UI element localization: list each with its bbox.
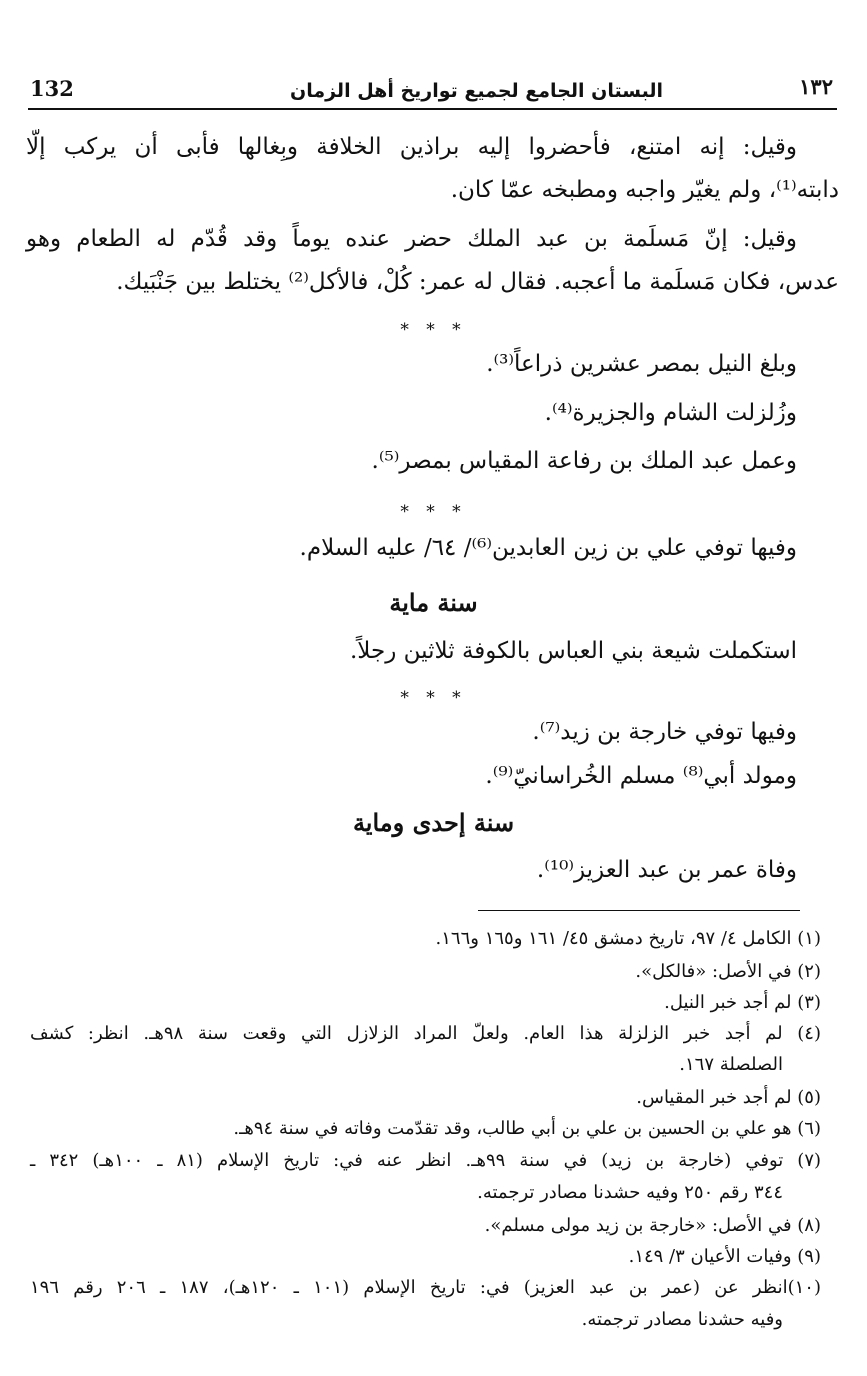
nilometer-line: وعمل عبد الملك بن رفاعة المقياس بمصر⁽⁵⁾. (371, 448, 797, 474)
year-100-heading: سنة ماية (389, 588, 478, 617)
paragraph-1-line-2: دابته⁽¹⁾، ولم يغيّر واجبه ومطبخه عمّا كان. (450, 177, 839, 203)
footnote-rule (478, 910, 800, 911)
page-number-latin: 132 (30, 76, 74, 101)
footnote-7-line-1: (٧) توفي (خارجة بن زيد) في سنة ٩٩هـ. انظر عنه في: تاريخ الإسلام (٨١ ـ ١٠٠هـ) ٣٤٢ ـ (30, 1150, 822, 1171)
header-rule (28, 108, 837, 110)
footnote-4-line-1: (٤) لم أجد خبر الزلزلة هذا العام. ولعلّ المراد الزلازل التي وقعت سنة ٩٨هـ. انظر: كشف (30, 1023, 821, 1044)
footnote-8: (٨) في الأصل: «خارجة بن زيد مولى مسلم». (484, 1215, 821, 1236)
death-kharija-line: وفيها توفي خارجة بن زيد⁽⁷⁾. (532, 719, 797, 745)
paragraph-2-line-1: وقيل: إنّ مَسلَمة بن عبد الملك حضر عنده يوماً وقد قُدّم له الطعام وهو (26, 226, 797, 252)
nile-line: وبلغ النيل بمصر عشرين ذراعاً⁽³⁾. (486, 351, 797, 377)
earthquake-line: وزُلزلت الشام والجزيرة⁽⁴⁾. (544, 400, 797, 426)
birth-abu-muslim-line: ومولد أبي⁽⁸⁾ مسلم الخُراسانيّ⁽⁹⁾. (485, 763, 797, 789)
running-title: البستان الجامع لجميع تواريخ أهل الزمان (290, 80, 663, 102)
section-separator-1: * * * (400, 320, 467, 340)
page-number-arabic: ١٣٢ (799, 74, 833, 99)
paragraph-1-line-1: وقيل: إنه امتنع، فأحضروا إليه براذين الخلافة وبِغالها فأبى أن يركب إلّا (26, 134, 797, 160)
footnote-6: (٦) هو علي بن الحسين بن علي بن أبي طالب، وقد تقدّمت وفاته في سنة ٩٤هـ. (233, 1118, 821, 1139)
footnote-3: (٣) لم أجد خبر النيل. (664, 992, 821, 1013)
death-ali-line: وفيها توفي علي بن زين العابدين⁽⁶⁾/ ٦٤/ عليه السلام. (299, 535, 797, 561)
footnote-10-line-2: وفيه حشدنا مصادر ترجمته. (581, 1309, 783, 1330)
footnote-5: (٥) لم أجد خبر المقياس. (636, 1087, 821, 1108)
section-separator-2: * * * (400, 502, 467, 522)
footnote-9: (٩) وفيات الأعيان ٣/ ١٤٩. (628, 1246, 821, 1267)
paragraph-2-line-2: عدس، فكان مَسلَمة ما أعجبه. فقال له عمر: كُلْ، فالأكل⁽²⁾ يختلط بين جَنْبَيك. (116, 269, 839, 295)
footnote-4-line-2: الصلصلة ١٦٧. (679, 1054, 783, 1075)
year-101-heading: سنة إحدى وماية (352, 808, 515, 837)
section-separator-3: * * * (400, 688, 467, 708)
death-umar-line: وفاة عمر بن عبد العزيز⁽¹⁰⁾. (536, 857, 797, 883)
footnote-7-line-2: ٣٤٤ رقم ٢٥٠ وفيه حشدنا مصادر ترجمته. (477, 1182, 783, 1203)
footnote-1: (١) الكامل ٤/ ٩٧، تاريخ دمشق ٤٥/ ١٦١ و١٦٥ و١٦٦. (435, 928, 821, 949)
abbasid-shia-line: استكملت شيعة بني العباس بالكوفة ثلاثين رجلاً. (350, 638, 797, 664)
footnote-2: (٢) في الأصل: «فالكل». (635, 961, 821, 982)
footnote-10-line-1: (١٠)انظر عن (عمر بن عبد العزيز) في: تاريخ الإسلام (١٠١ ـ ١٢٠هـ)، ١٨٧ ـ ٢٠٦ رقم ١٩٦ (30, 1277, 821, 1298)
